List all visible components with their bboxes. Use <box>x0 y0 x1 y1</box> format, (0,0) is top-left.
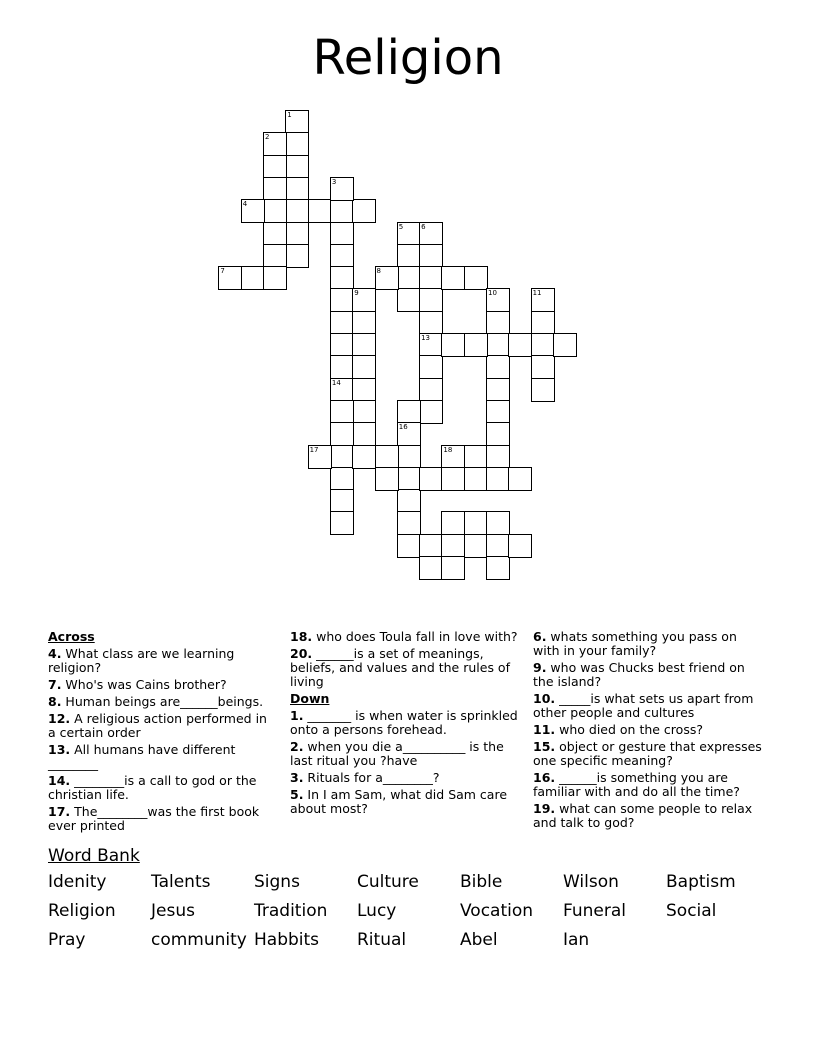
crossword-cell[interactable] <box>285 244 309 268</box>
clue-item <box>48 712 270 740</box>
crossword-cell[interactable] <box>419 222 443 246</box>
clue-item-number: 10. <box>533 691 556 706</box>
clue-item-number: 3. <box>290 770 304 785</box>
crossword-cell[interactable] <box>330 244 354 268</box>
crossword-cell[interactable] <box>464 266 488 290</box>
crossword-cell[interactable] <box>486 355 510 379</box>
word-bank-row <box>48 872 768 901</box>
clue-item-number: 6. <box>533 629 547 644</box>
word-bank-word: Lucy <box>357 901 397 921</box>
clue-item-number: 17. <box>48 804 71 819</box>
clue-item-number: 13. <box>48 742 71 757</box>
crossword-cell[interactable] <box>397 266 421 290</box>
clue-number: 16 <box>398 423 408 432</box>
clue-number: 5 <box>398 222 404 231</box>
word-bank-word: Funeral <box>563 901 626 921</box>
clue-number: 9 <box>354 289 359 298</box>
clue-item-text: who died on the cross? <box>555 722 703 737</box>
crossword-cell[interactable] <box>330 445 354 469</box>
clue-item-text: Who's was Cains brother? <box>61 677 227 692</box>
crossword-cell[interactable] <box>486 445 510 469</box>
crossword-cell[interactable] <box>397 511 421 535</box>
crossword-cell[interactable] <box>508 467 532 491</box>
crossword-cell[interactable] <box>330 400 354 424</box>
crossword-cell[interactable] <box>352 422 376 446</box>
crossword-cell[interactable] <box>330 199 354 223</box>
clue-item-number: 11. <box>533 722 556 737</box>
clue-item <box>48 774 270 802</box>
crossword-cell[interactable] <box>285 222 309 246</box>
word-bank-word: community <box>151 930 247 950</box>
clue-item-text: Rituals for a________? <box>303 770 440 785</box>
word-bank-word: Ritual <box>357 930 407 950</box>
crossword-cell[interactable] <box>486 467 510 491</box>
crossword-cell[interactable] <box>441 511 465 535</box>
word-bank-word: Wilson <box>563 872 619 892</box>
crossword-cell[interactable] <box>486 400 510 424</box>
clue-item <box>48 647 270 675</box>
crossword-cell[interactable] <box>397 222 421 246</box>
clue-item-text: when you die a__________ is the last ritual you ?have <box>290 739 504 768</box>
clue-item-number: 5. <box>290 787 304 802</box>
across-clues-column-1 <box>48 630 270 836</box>
crossword-cell[interactable] <box>419 244 443 268</box>
crossword-cell[interactable] <box>397 422 421 446</box>
clue-item-number: 19. <box>533 801 556 816</box>
crossword-cell[interactable] <box>263 199 287 223</box>
clue-number: 6 <box>421 222 426 231</box>
clue-item-text: who was Chucks best friend on the island? <box>533 660 745 689</box>
word-bank-word: Idenity <box>48 872 107 892</box>
clue-item-text: _____is what sets us apart from other people and cultures <box>533 691 754 720</box>
crossword-cell[interactable] <box>330 333 354 357</box>
crossword-cell[interactable] <box>352 355 376 379</box>
clue-item-text: The________was the first book ever printed <box>48 804 260 833</box>
word-bank-row <box>48 901 768 930</box>
clue-number: 4 <box>242 200 248 209</box>
word-bank-title: Word Bank <box>48 846 140 866</box>
crossword-cell[interactable] <box>330 378 354 402</box>
crossword-cell[interactable] <box>285 199 309 223</box>
crossword-cell[interactable] <box>241 199 265 223</box>
word-bank-word: Ian <box>563 930 590 950</box>
word-bank-word: Baptism <box>666 872 736 892</box>
crossword-cell[interactable] <box>464 511 488 535</box>
clue-number: 10 <box>488 289 497 298</box>
clue-item-text: ________is a call to god or the christian life. <box>48 773 257 802</box>
crossword-cell[interactable] <box>375 467 399 491</box>
crossword-cell[interactable] <box>263 266 287 290</box>
clue-item-text: object or gesture that expresses one specific meaning? <box>533 739 762 768</box>
clue-number: 17 <box>309 445 319 454</box>
crossword-cell[interactable] <box>330 489 354 513</box>
crossword-cell[interactable] <box>486 378 510 402</box>
crossword-cell[interactable] <box>531 378 555 402</box>
crossword-cell[interactable] <box>308 445 332 469</box>
clues-column-2 <box>290 630 522 819</box>
crossword-cell[interactable] <box>419 333 443 357</box>
clue-item <box>48 678 270 692</box>
clue-item <box>290 630 522 644</box>
clue-item-number: 9. <box>533 660 547 675</box>
clue-item-number: 2. <box>290 739 304 754</box>
crossword-cell[interactable] <box>397 534 421 558</box>
clue-number: 13 <box>421 334 431 342</box>
clue-number: 1 <box>287 111 292 119</box>
clue-item <box>290 788 522 816</box>
crossword-cell[interactable] <box>419 311 443 335</box>
crossword-cell[interactable] <box>441 445 465 469</box>
crossword-cell[interactable] <box>285 155 309 179</box>
word-bank-word: Abel <box>460 930 498 950</box>
clue-number: 7 <box>220 267 225 276</box>
clue-item-number: 20. <box>290 646 313 661</box>
word-bank <box>48 872 768 959</box>
clue-item <box>48 805 270 833</box>
crossword-cell[interactable] <box>553 333 577 357</box>
crossword-cell[interactable] <box>441 467 465 491</box>
clue-item-text: what can some people to relax and talk to god? <box>533 801 753 830</box>
crossword-cell[interactable] <box>263 155 287 179</box>
crossword-cell[interactable] <box>441 556 465 580</box>
crossword-cell[interactable] <box>419 266 443 290</box>
crossword-cell[interactable] <box>330 311 354 335</box>
clue-item-text: _______ is when water is sprinkled onto a persons forehead. <box>290 708 518 737</box>
clue-item-text: In I am Sam, what did Sam care about most? <box>290 787 508 816</box>
word-bank-word: Social <box>666 901 717 921</box>
word-bank-word: Bible <box>460 872 503 892</box>
crossword-cell[interactable] <box>464 445 488 469</box>
crossword-cell[interactable] <box>263 132 287 156</box>
crossword-cell[interactable] <box>531 311 555 335</box>
clue-number: 18 <box>443 445 453 454</box>
clue-item-number: 16. <box>533 770 556 785</box>
clue-item <box>533 771 765 799</box>
crossword-cell[interactable] <box>508 534 532 558</box>
crossword-cell[interactable] <box>352 445 376 469</box>
crossword-cell[interactable] <box>263 244 287 268</box>
clue-item-text: who does Toula fall in love with? <box>312 629 518 644</box>
crossword-cell[interactable] <box>419 467 443 491</box>
clue-number: 8 <box>376 267 381 276</box>
crossword-cell[interactable] <box>330 355 354 379</box>
clue-list <box>290 630 522 689</box>
page-title: Religion <box>312 30 504 86</box>
crossword-cell[interactable] <box>441 333 465 357</box>
crossword-cell[interactable] <box>486 556 510 580</box>
crossword-cell[interactable] <box>330 288 354 312</box>
clue-item <box>533 661 765 689</box>
crossword-cell[interactable] <box>330 467 354 491</box>
clue-item-text: All humans have different ________ <box>48 742 236 771</box>
clue-item-number: 4. <box>48 646 62 661</box>
clue-item-text: Human beings are______beings. <box>61 694 264 709</box>
crossword-cell[interactable] <box>330 222 354 246</box>
word-bank-word: Signs <box>254 872 300 892</box>
crossword-cell[interactable] <box>330 511 354 535</box>
crossword-cell[interactable] <box>486 311 510 335</box>
clue-item-number: 1. <box>290 708 304 723</box>
crossword-cell[interactable] <box>218 266 242 290</box>
clue-item-text: A religious action performed in a certain order <box>48 711 267 740</box>
clue-item-number: 7. <box>48 677 62 692</box>
word-bank-word: Jesus <box>151 901 195 921</box>
clue-item-number: 12. <box>48 711 71 726</box>
crossword-cell[interactable] <box>397 445 421 469</box>
word-bank-row <box>48 930 768 959</box>
crossword-cell[interactable] <box>352 288 376 312</box>
clue-list <box>48 647 270 833</box>
crossword-cell[interactable] <box>263 177 287 201</box>
crossword-cell[interactable] <box>486 288 510 312</box>
crossword-cell[interactable] <box>352 378 376 402</box>
clue-number: 11 <box>532 289 542 298</box>
word-bank-word: Pray <box>48 930 86 950</box>
clue-item <box>290 771 522 785</box>
clue-item <box>290 709 522 737</box>
crossword-cell[interactable] <box>419 400 443 424</box>
clue-list <box>290 709 522 816</box>
crossword-cell[interactable] <box>464 467 488 491</box>
crossword-cell[interactable] <box>397 467 421 491</box>
clue-number: 14 <box>331 378 341 387</box>
clue-item-text: What class are we learning religion? <box>48 646 235 675</box>
clue-item <box>533 692 765 720</box>
crossword-cell[interactable] <box>419 534 443 558</box>
crossword-cell[interactable] <box>330 266 354 290</box>
clue-item-text: whats something you pass on with in your family? <box>533 629 737 658</box>
clue-item-text: ______is something you are familiar with and do all the time? <box>533 770 740 799</box>
crossword-cell[interactable] <box>441 266 465 290</box>
crossword-cell[interactable] <box>419 288 443 312</box>
crossword-cell[interactable] <box>419 355 443 379</box>
crossword-cell[interactable] <box>397 244 421 268</box>
clue-item-number: 15. <box>533 739 556 754</box>
crossword-cell[interactable] <box>397 489 421 513</box>
clue-item <box>533 630 765 658</box>
crossword-cell[interactable] <box>285 132 309 156</box>
clue-item <box>290 740 522 768</box>
clue-item-text: ______is a set of meanings, beliefs, and values and the rules of living <box>290 646 510 689</box>
crossword-cell[interactable] <box>241 266 265 290</box>
word-bank-word: Talents <box>151 872 211 892</box>
crossword-cell[interactable] <box>285 110 309 134</box>
crossword-cell[interactable] <box>330 177 354 201</box>
crossword-cell[interactable] <box>486 333 510 357</box>
clue-number: 3 <box>331 177 337 186</box>
crossword-cell[interactable] <box>375 266 399 290</box>
word-bank-word: Habbits <box>254 930 320 950</box>
crossword-cell[interactable] <box>419 556 443 580</box>
word-bank-word: Tradition <box>254 901 328 921</box>
crossword-cell[interactable] <box>352 333 376 357</box>
crossword-cell[interactable] <box>308 199 332 223</box>
crossword-cell[interactable] <box>352 199 376 223</box>
clue-item <box>48 695 270 709</box>
clue-item <box>533 740 765 768</box>
crossword-cell[interactable] <box>285 177 309 201</box>
clue-list <box>533 630 765 830</box>
across-header: Across <box>48 629 95 644</box>
crossword-cell[interactable] <box>352 311 376 335</box>
crossword-cell[interactable] <box>397 288 421 312</box>
word-bank-word: Religion <box>48 901 116 921</box>
clue-number: 2 <box>265 133 270 142</box>
down-header: Down <box>290 691 330 706</box>
crossword-cell[interactable] <box>486 422 510 446</box>
crossword-cell[interactable] <box>464 534 488 558</box>
clue-item <box>48 743 270 771</box>
crossword-cell[interactable] <box>263 222 287 246</box>
crossword-cell[interactable] <box>464 333 488 357</box>
crossword-cell[interactable] <box>375 445 399 469</box>
clue-item-number: 14. <box>48 773 71 788</box>
crossword-cell[interactable] <box>330 422 354 446</box>
down-clues-column-3 <box>533 630 765 833</box>
clue-item <box>533 802 765 830</box>
crossword-cell[interactable] <box>531 333 555 357</box>
word-bank-word: Culture <box>357 872 419 892</box>
clue-item-number: 18. <box>290 629 313 644</box>
crossword-cell[interactable] <box>441 534 465 558</box>
crossword-cell[interactable] <box>352 400 376 424</box>
crossword-cell[interactable] <box>508 333 532 357</box>
word-bank-word: Vocation <box>460 901 534 921</box>
clue-item-number: 8. <box>48 694 62 709</box>
crossword-cell[interactable] <box>486 511 510 535</box>
clue-item <box>533 723 765 737</box>
clue-item <box>290 647 522 689</box>
crossword-cell[interactable] <box>531 355 555 379</box>
crossword-cell[interactable] <box>531 288 555 312</box>
crossword-cell[interactable] <box>419 378 443 402</box>
crossword-cell[interactable] <box>397 400 421 424</box>
crossword-cell[interactable] <box>486 534 510 558</box>
